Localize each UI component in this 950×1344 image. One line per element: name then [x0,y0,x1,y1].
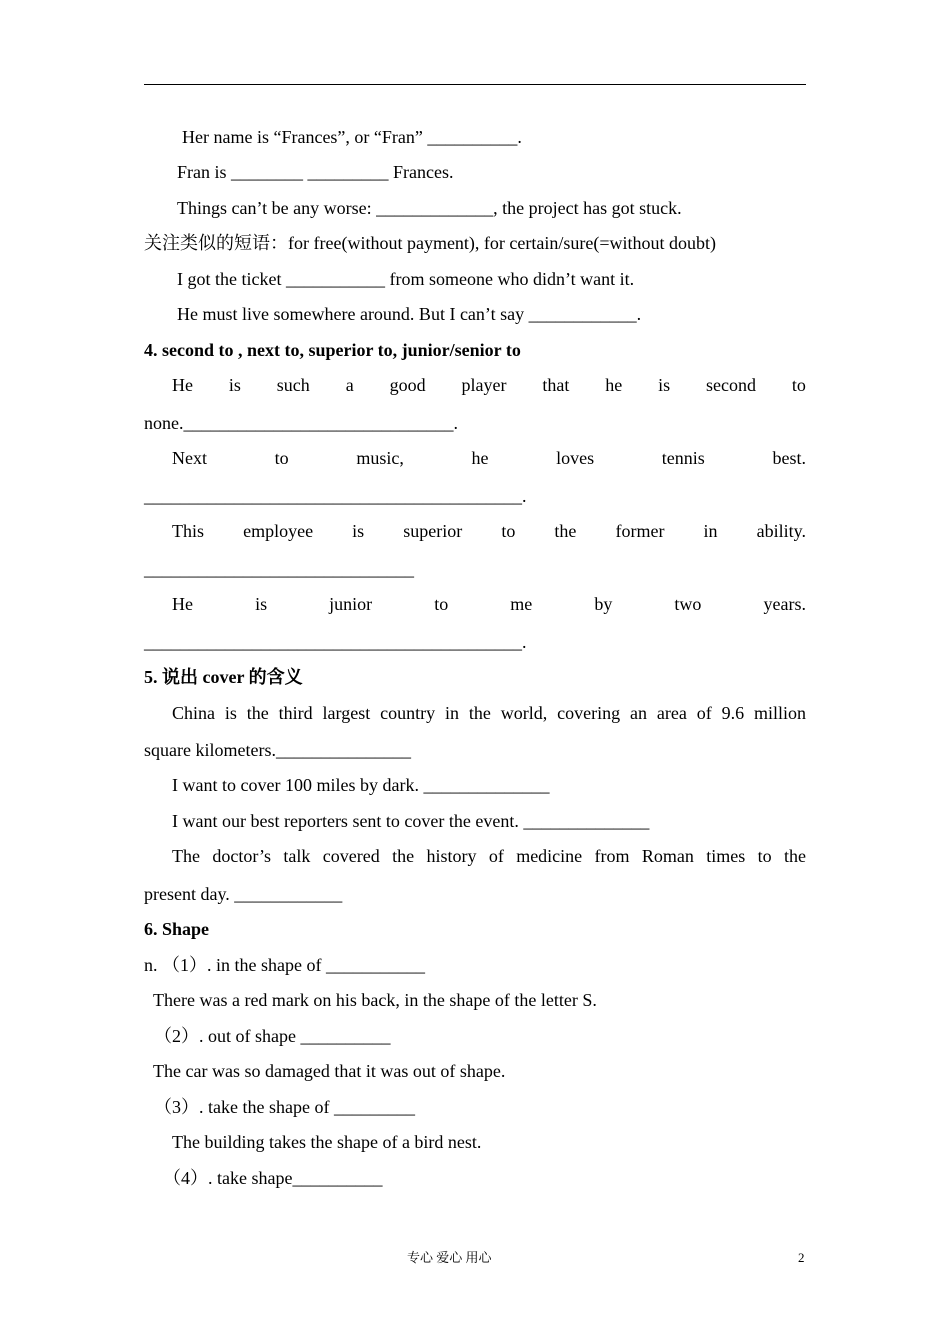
note-similar-phrases: 关注类似的短语：for free(without payment), for certain/sure(=without doubt) [144,233,717,253]
example-in-the-shape-of: There was a red mark on his back, in the shape of the letter S. [153,990,597,1010]
header-rule [144,84,806,85]
section-4-heading: 4. second to , next to, superior to, junior/senior to [144,340,521,360]
sentence-superior-to-answer: ______________________________ [144,559,414,579]
sentence-things-worse: Things can’t be any worse: _____________, the project has got stuck. [177,198,682,218]
sentence-fran-name: Her name is “Frances”, or “Fran” __________. [182,127,522,147]
sentence-cover-area: China is the third largest country in the world, covering an area of 9.6 million [172,703,806,723]
example-take-the-shape-of: The building takes the shape of a bird nest. [172,1132,482,1152]
sentence-next-to: Next to music, he loves tennis best. [172,448,806,468]
sentence-cover-area-answer: square kilometers._______________ [144,740,411,760]
sentence-cover-miles: I want to cover 100 miles by dark. ______________ [172,775,550,795]
sentence-cover-history-answer: present day. ____________ [144,884,343,904]
sentence-junior-to: He is junior to me by two years. [172,594,806,614]
phrase-out-of-shape: （2）. out of shape __________ [154,1026,391,1046]
sentence-cover-event: I want our best reporters sent to cover the event. ______________ [172,811,650,831]
phrase-take-the-shape-of: （3）. take the shape of _________ [154,1097,415,1117]
example-out-of-shape: The car was so damaged that it was out of shape. [153,1061,506,1081]
sentence-fran-is: Fran is ________ _________ Frances. [177,162,454,182]
phrase-in-the-shape-of: n. （1）. in the shape of ___________ [144,955,425,975]
footer-motto: 专心 爱心 用心 [407,1250,492,1265]
sentence-second-to-answer: none.______________________________. [144,413,458,433]
sentence-superior-to: This employee is superior to the former in ability. [172,521,806,541]
sentence-ticket: I got the ticket ___________ from someone who didn’t want it. [177,269,635,289]
phrase-take-shape: （4）. take shape__________ [163,1168,383,1188]
sentence-cover-history: The doctor’s talk covered the history of medicine from Roman times to the [172,846,806,866]
page-number: 2 [798,1250,805,1265]
sentence-next-to-answer: __________________________________________. [144,486,527,506]
sentence-junior-to-answer: __________________________________________. [144,632,527,652]
sentence-live-somewhere: He must live somewhere around. But I can’t say ____________. [177,304,642,324]
section-6-heading: 6. Shape [144,919,210,939]
sentence-second-to: He is such a good player that he is second to [172,375,806,395]
section-5-heading: 5. 说出 cover 的含义 [144,667,303,687]
